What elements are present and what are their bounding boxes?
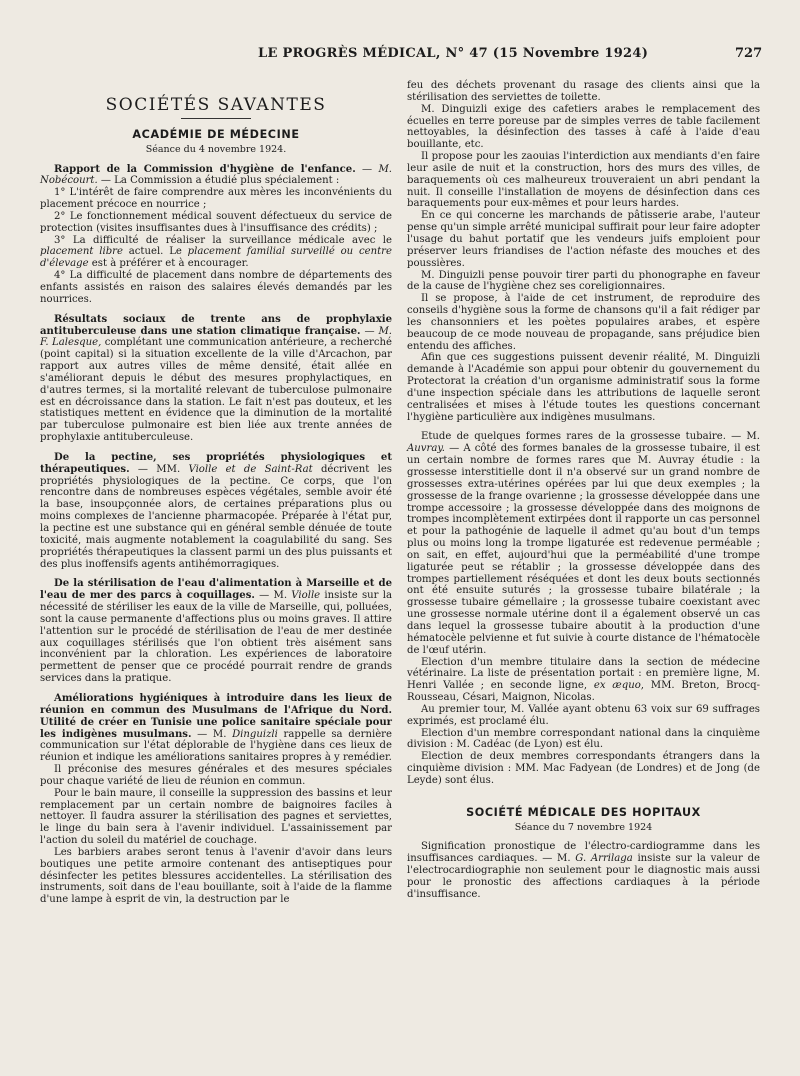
article-author: Dinguizli: [232, 728, 278, 740]
article-text: — M.: [254, 590, 292, 602]
page-number: 727: [735, 46, 763, 61]
running-head-title: LE PROGRÈS MÉDICAL, N° 47 (15 Novembre 1924): [258, 46, 649, 61]
article-text: 3° La difficulté de réaliser la surveillance médicale avec le: [54, 234, 392, 246]
article-paragraph: M. Dinguizli exige des cafetiers arabes le remplacement des écuelles en terre poreuse par de simples verres de table facilement nettoyables, la désinfection des tasses à café à l'aide d'eau bouillante, etc.: [407, 103, 760, 151]
article-text: , MM. Breton, Brocq-Rousseau, Césari, Maignon, Nicolas.: [407, 680, 760, 704]
election-paragraph: [407, 657, 760, 704]
article-paragraph: feu des déchets provenant du rasage des clients ainsi que la stérilisation des serviettes de toilette.: [407, 80, 760, 103]
section-rule: [181, 118, 251, 119]
article-paragraph: Il propose pour les zaouias l'interdiction aux mendiants d'en faire leur asile de nuit et la construction, hors des murs des villes, de baraquements où ces malheureux trouveraient un abri pendant la nuit. Il conseille l'installation de moyens de désinfection dans ces baraquements pour eux-mêmes et pour leurs hardes.: [407, 151, 760, 210]
article-enfance: [40, 164, 392, 188]
society-title: SOCIÉTÉ MÉDICALE DES HOPITAUX: [466, 805, 701, 819]
article-heading: Rapport de la Commission d'hygiène de l'enfance.: [54, 163, 356, 175]
article-italic: placement libre: [40, 246, 123, 258]
article-paragraph: [40, 235, 392, 271]
article-heading: Etude de quelques formes rares de la grossesse tubaire.: [421, 431, 726, 443]
article-author: Violle: [291, 590, 321, 602]
article-musulmans: [40, 693, 392, 764]
academy-title: ACADÉMIE DE MÉDECINE: [132, 127, 300, 141]
article-paragraph: En ce qui concerne les marchands de pâtisserie arabe, l'auteur pense qu'un simple arrêté municipal suffirait pour leur faire adopter l'usage du bahut portatif que les vendeurs juifs emploient pour préserver leurs friandises de l'action néfaste des mouches et des poussières.: [407, 210, 760, 269]
article-author: G. Arrilaga: [575, 853, 633, 865]
article-heading: De la stérilisation de l'eau d'alimentation à Marseille et de l'eau de mer des parcs à coquillages.: [40, 578, 392, 602]
running-header: [0, 46, 800, 68]
article-heading: Résultats sociaux de trente ans de prophylaxie antituberculeuse dans une station climatique française.: [40, 313, 392, 337]
article-author: — M. Nobécourt.: [40, 163, 392, 187]
article-paragraph: Il se propose, à l'aide de cet instrument, de reproduire des conseils d'hygiène sous la forme de chansons qu'il a fait rédiger par les chansonniers et les poètes populaires arabes, et espère beaucoup de ce mode nouveau de propagande, sans préjudice bien entendu des affiches.: [407, 293, 760, 352]
article-paragraph: M. Dinguizli pense pouvoir tirer parti du phonographe en faveur de la cause de l'hygiène chez ses coreligionnaires.: [407, 269, 760, 293]
article-grossesse-tubaire: [407, 431, 760, 656]
article-text: insiste sur la valeur de l'electrocardiographie non seulement pour le diagnostic mais aussi pour le pronostic des affections cardiaques à la période d'insuffisance.: [407, 853, 761, 900]
article-paragraph: 2° Le fonctionnement médical souvent défectueux du service de protection (visites insuffisantes dues à l'insuffisance des crédits) ;: [40, 210, 392, 234]
article-text: — La Commission a étudié plus spécialement :: [97, 175, 340, 187]
election-paragraph: Election de deux membres correspondants étrangers dans la cinquième division : MM. Mac Fadyean (de Londres) et de Jong (de Leyde) sont élus.: [407, 751, 760, 786]
article-electrocardiogramme: [407, 841, 760, 900]
right-column: [407, 80, 760, 901]
article-author: Violle et de Saint-Rat: [188, 463, 313, 475]
article-text: — M.: [537, 853, 576, 865]
article-italic: ex æquo: [593, 680, 641, 692]
article-heading: De la pectine, ses propriétés physiologiques et thérapeutiques.: [40, 451, 392, 475]
article-pectine: [40, 452, 392, 570]
article-text: Election d'un membre titulaire dans la section de médecine vétérinaire. La liste de présentation portait : en première ligne, M. Henri Vallée ; en seconde ligne,: [407, 656, 760, 692]
article-heading: Améliorations hygiéniques à introduire dans les lieux de réunion en commun des Musulmans de l'Afrique du Nord. Utilité de créer en Tunisie une police sanitaire spéciale pour les indigènes musulmans.: [40, 692, 392, 740]
election-paragraph: Election d'un membre correspondant national dans la cinquième division : M. Cadéac (de Lyon) est élu.: [407, 727, 760, 751]
article-text: — M.: [725, 431, 760, 443]
society-seance-date: Séance du 7 novembre 1924: [514, 821, 653, 833]
article-author: Auvray.: [407, 443, 445, 455]
article-paragraph: Afin que ces suggestions puissent devenir réalité, M. Dinguizli demande à l'Académie son appui pour obtenir du gouvernement du Protectorat la création d'un organisme administratif sous la forme d'une inspection spéciale dans les attributions de laquelle seront centralisées et mises à l'étude toutes les questions concernant l'hygiène particulière aux indigènes musulmans.: [407, 352, 760, 423]
left-column: [40, 78, 392, 906]
article-tuberculose: [40, 314, 392, 444]
article-text: est à préférer et à encourager.: [88, 258, 249, 270]
section-title: SOCIÉTÉS SAVANTES: [105, 95, 327, 115]
academy-seance-date: Séance du 4 novembre 1924.: [145, 143, 287, 155]
article-text: — A côté des formes banales de la grossesse tubaire, il est un certain nombre de formes rares que M. Auvray étudie : la grossesse interstitielle dont il n'a observé sur un grand nombre de grossesses extra-utérines opérées par lui que deux exemples ; la grossesse de la frange ovarienne ; la grossesse développée dans une trompe accessoire ; la grossesse développée dans des moignons de trompes incomplètement extirpées dont il rapporte un cas personnel et pour la pathogénie de laquelle il admet qu'au bout d'un temps plus ou moins long la trompe ligaturée est redevenue perméable ; on sait, en effet, aujourd'hui que la perméabilité d'une trompe ligaturée peut se rétablir ; la grossesse développée dans des trompes partiellement réséquées et dont les deux bouts sectionnés ont été ensuite suturés ; la grossesse tubaire bilatérale ; la grossesse tubaire gémellaire ; la grossesse tubaire coexistant avec une grossesse normale utérine dont il a également observé un cas dans lequel la grossesse tubaire aboutit à la production d'une hématocèle pelvienne et fut suivie à courte distance de l'hématocèle de l'œuf utérin.: [407, 443, 760, 656]
article-paragraph: Pour le bain maure, il conseille la suppression des bassins et leur remplacement par un certain nombre de baignoires faciles à nettoyer. Il faudra assurer la stérilisation des pagnes et serviettes, le linge du bain sera à l'avenir individuel. L'assainissement par l'action du soleil du matériel de couchage.: [40, 787, 392, 847]
article-text: décrivent les propriétés physiologiques de la pectine. Ce corps, que l'on rencontre dans de nombreuses espèces végétales, semble avoir été la base, insoupçonnée alors, de certaines préparations plus ou moins complexes de l'ancienne pharmacopée. Préparée à l'état pur, la pectine est une substance qui en général semble dénuée de toute toxicité, mais augmente notablement la coagulabilité du sang. Ses propriétés thérapeutiques la classent parmi un des plus puissants et des plus inoffensifs agents antihémorragiques.: [40, 463, 392, 570]
article-heading: Signification pronostique de l'électro-cardiogramme dans les insuffisances cardiaques.: [407, 841, 760, 865]
article-paragraph: Il préconise des mesures générales et des mesures spéciales pour chaque variété de lieu de réunion en commun.: [40, 764, 392, 787]
article-sterilisation: [40, 578, 392, 685]
article-italic: placement familial surveillé ou centre d'élevage: [40, 246, 392, 270]
article-text: rappelle sa dernière communication sur l'état déplorable de l'hygiène dans ces lieux de réunion et indique les améliorations sanitaires propres à y remédier.: [40, 728, 392, 764]
article-text: insiste sur la nécessité de stériliser les eaux de la ville de Marseille, qui, polluées, sont la cause permanente d'affections plus ou moins graves. Il attire l'attention sur le procédé de stérilisation de l'eau de mer destinée aux coquillages stérilisés que l'on obtient très aisément sans inconvénient par la chloration. Les expériences de laboratoire permettent de penser que ce procédé pourrait rendre de grands services dans la pratique.: [40, 590, 393, 685]
article-author: — M. F. Lalesque,: [40, 325, 392, 349]
article-text: complétant une communication antérieure, a recherché (point capital) si la situation excellente de la ville d'Arcachon, par rapport aux autres villes de même densité, était allée en s'améliorant depuis le début des mesures prophylactiques, en d'autres termes, si la mortalité relevant de tuberculose pulmonaire est en décroissance dans la station. Le fait n'est pas douteux, et les statistiques mettent en évidence que la diminution de la mortalité par tuberculose pulmonaire est bien liée aux trente années de prophylaxie antituberculeuse.: [40, 337, 392, 444]
article-paragraph: 4° La difficulté de placement dans nombre de départements des enfants assistés en raison des salaires élevés demandés par les nourrices.: [40, 270, 392, 305]
article-paragraph: Les barbiers arabes seront tenus à l'avenir d'avoir dans leurs boutiques une petite armoire contenant des antiseptiques pour désinfecter les petites blessures accidentelles. La stérilisation des instruments, soit dans de l'eau bouillante, soit à l'aide de la flamme d'une lampe à esprit de vin, la destruction par le: [40, 846, 392, 906]
article-text: — MM.: [129, 463, 189, 475]
article-text: — M.: [191, 728, 233, 740]
article-text: actuel. Le: [122, 246, 188, 258]
election-paragraph: Au premier tour, M. Vallée ayant obtenu 63 voix sur 69 suffrages exprimés, est proclamé élu.: [407, 703, 760, 727]
article-paragraph: 1° L'intérêt de faire comprendre aux mères les inconvénients du placement précoce en nourrice ;: [40, 187, 392, 211]
